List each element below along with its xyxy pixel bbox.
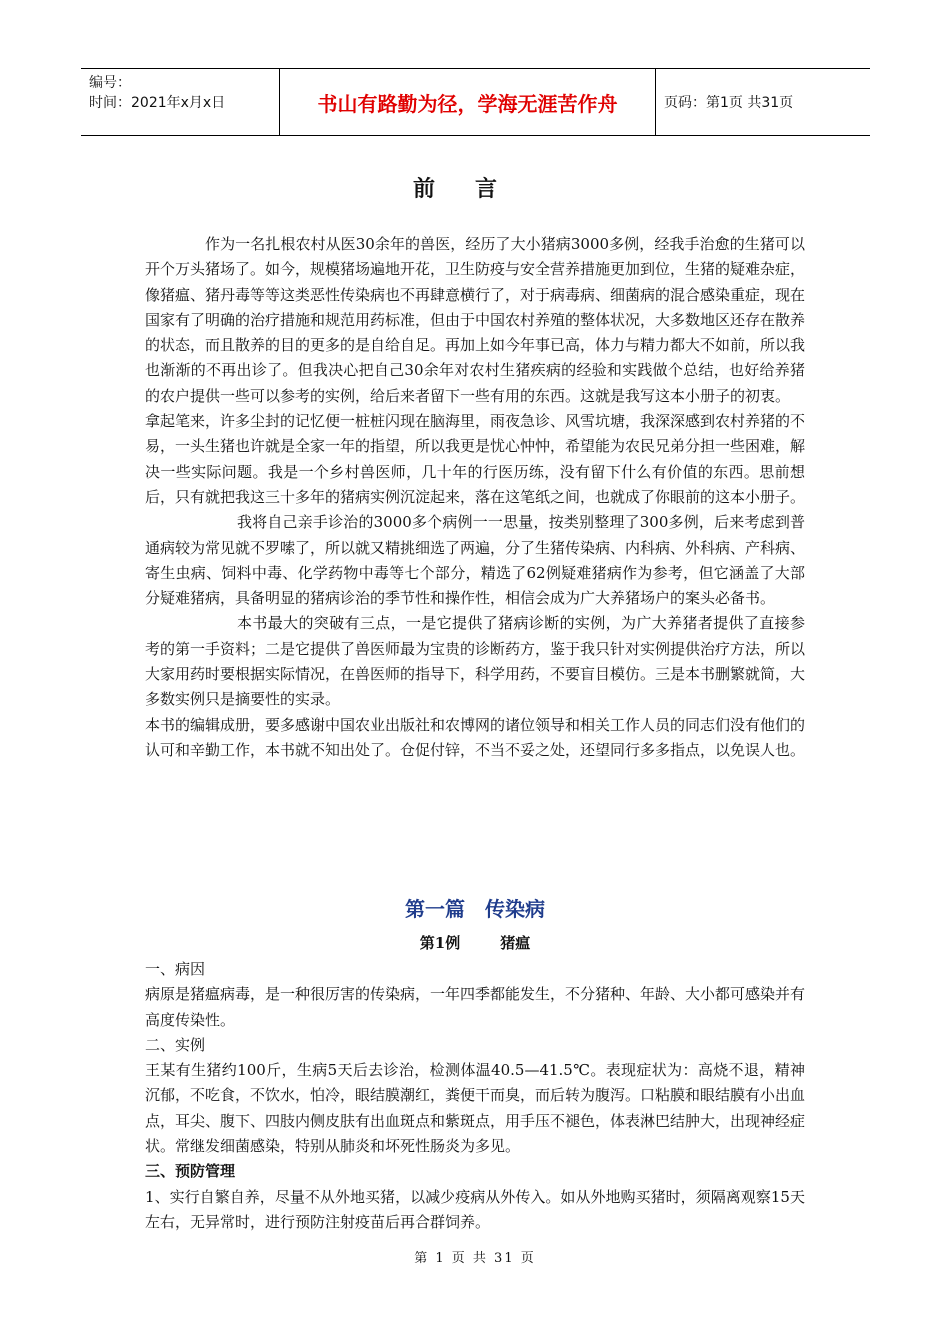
section-heading-prevention: 三、预防管理 [145,1162,236,1181]
section-heading-cause: 一、病因 [145,960,206,978]
preface-paragraph-2: 拿起笔来，许多尘封的记忆便一桩桩闪现在脑海里，雨夜急诊、风雪坑塘，我深深感到农村养猪的不易，一头生猪也许就是全家一年的指望，所以我更是忧心忡忡，希望能为农民兄弟分担一些困难，解决一些实际问题。我是一个乡村兽医师，几十年的行医历练，没有留下什么有价值的东西。思前想后，只有就把我这三十多年的猪病实例沉淀起来，落在这笔纸之间，也就成了你眼前的这本小册子。 [145,412,806,506]
section-heading-example: 二、实例 [145,1035,206,1054]
case-number: 第1例 [419,934,461,952]
preface-paragraph-1: 作为一名扎根农村从医30余年的兽医，经历了大小猪病3000多例，经我手治愈的生猪可以开个万头猪场了。如今，规模猪场遍地开花，卫生防疫与安全营养措施更加到位，生猪的疑难杂症，像猪瘟、猪丹毒等等这类恶性传染病也不再肆意横行了，对于病毒病、细菌病的混合感染重症，现在国家有了明确的治疗措施和规范用药标准，但由于中国农村养殖的整体状况，大多数地区还存在散养的状态，而且散养的目的更多的是自给自足。再加上如今年事已高，体力与精力都大不如前，所以我也渐渐的不再出诊了。但我决心把自己30余年对农村生猪疾病的经验和实践做个总结，也好给养猪的农户提供一些可以参考的实例，给后来者留下一些有用的东西。这就是我写这本小册子的初衷。 [145,235,806,405]
header-table [81,68,870,136]
document-number-label: 编号： [89,75,131,91]
case-body [145,957,805,1235]
preface-paragraph-3: 我将自己亲手诊治的3000多个病例一一思量，按类别整理了300多例，后来考虑到普通病较为常见就不罗嗦了，所以就又精挑细选了两遍，分了生猪传染病、内科病、外科病、产科病、寄生虫病、饲料中毒、化学药物中毒等七个部分，精选了62例疑难猪病作为参考，但它涵盖了大部分疑难猪病，具备明显的猪病诊治的季节性和操作性，相信会成为广大养猪场户的案头必备书。 [145,513,806,608]
section-text-cause: 病原是猪瘟病毒，是一种很厉害的传染病，一年四季都能发生，不分猪种、年龄、大小都可感染并有高度传染性。 [145,985,806,1029]
preface-paragraph-4: 本书最大的突破有三点，一是它提供了猪病诊断的实例，为广大养猪者提供了直接参考的第一手资料；二是它提供了兽医师最为宝贵的诊断药方，鉴于我只针对实例提供治疗方法，所以大家用药时要根据实际情况，在兽医师的指导下，科学用药，不要盲目模仿。三是本书删繁就简，大多数实例只是摘要性的实录。 [145,614,806,709]
section-text-prevention: 1、实行自繁自养，尽量不从外地买猪，以减少疫病从外传入。如从外地购买猪时，须隔离观察15天左右，无异常时，进行预防注射疫苗后再合群饲养。 [145,1187,805,1231]
part-title: 第一篇 传染病 [405,897,545,921]
case-name: 猪瘟 [500,934,531,952]
preface-title: 前言 [412,177,537,202]
header-motto: 书山有路勤为径，学海无涯苦作舟 [280,69,656,135]
preface-body [145,232,805,763]
document-date: 时间：2021年x月x日 [89,95,226,111]
preface-paragraph-5: 本书的编辑成册，要多感谢中国农业出版社和农博网的诸位领导和相关工作人员的同志们没有他们的认可和辛勤工作，本书就不知出处了。仓促付锌，不当不妥之处，还望同行多多指点，以免误人也。 [145,715,806,759]
header-page-info: 页码：第1页 共31页 [664,95,794,111]
section-text-example: 王某有生猪约100斤，生病5天后去诊治，检测体温40.5—41.5℃。表现症状为：高烧不退，精神沉郁，不吃食，不饮水，怕冷，眼结膜潮红，粪便干而臭，而后转为腹泻。口粘膜和眼结膜有小出血点，耳尖、腹下、四肢内侧皮肤有出血斑点和紫斑点，用手压不褪色，体表淋巴结肿大，出现神经症状。常继发细菌感染，特别从肺炎和坏死性肠炎为多见。 [145,1061,806,1156]
page-footer: 第 1 页 共 31 页 [414,1251,536,1266]
header-meta-cell [81,69,280,135]
case-title [0,932,950,953]
